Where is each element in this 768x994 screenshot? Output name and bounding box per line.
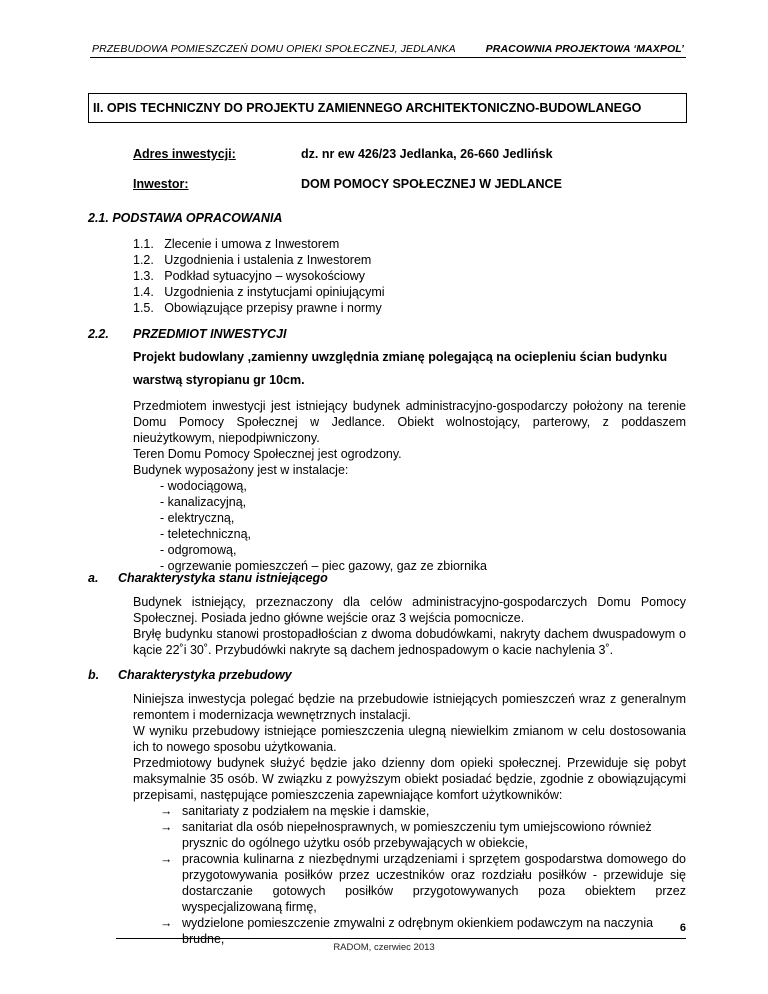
existing-state-paragraph: Budynek istniejący, przeznaczony dla celów administracyjno-gospodarczych Domu Pomocy Społecznej. Posiada jedno główne wejście oraz 3 wejścia pomocnicze. (133, 595, 686, 625)
list-item: - odgromową, (160, 543, 237, 557)
reconstruction-paragraph-2: W wyniku przebudowy istniejące pomieszczenia ulegną niewielkim zmianom w celu dostosowania ich to nowego sposobu użytkowania. (133, 724, 686, 754)
list-item: → pracownia kulinarna z niezbędnymi urządzeniami i sprzętem gospodarstwa domowego do przygotowywania posiłków przez uczestników oraz rozdziału posiłków - przewiduje się dostarczanie gotowych posiłków przygotowywanych poza obiektem przez wyspecjalizowaną firmę, (160, 852, 686, 914)
list-item: - kanalizacyjną, (160, 495, 247, 509)
reconstruction-paragraph-1: Niniejsza inwestycja polegać będzie na przebudowie istniejących pomieszczeń wraz z generalnym remontem i modernizacja wewnętrznych instalacji. (133, 692, 686, 722)
section-b-title: Charakterystyka przebudowy (118, 668, 292, 682)
document-title-box (88, 93, 687, 123)
document-title: II. OPIS TECHNICZNY DO PROJEKTU ZAMIENNEGO ARCHITEKTONICZNO-BUDOWLANEGO (93, 101, 642, 115)
section-2-2-title: PRZEDMIOT INWESTYCJI (133, 327, 287, 341)
list-item: → sanitariaty z podziałem na męskie i damskie, (160, 804, 430, 818)
investor-value: DOM POMOCY SPOŁECZNEJ W JEDLANCE (301, 177, 562, 191)
basis-list (133, 236, 385, 316)
address-value: dz. nr ew 426/23 Jedlanka, 26-660 Jedlińsk (301, 147, 553, 161)
footer-divider (116, 938, 686, 939)
list-item: - ogrzewanie pomieszczeń – piec gazowy, gaz ze zbiornika (160, 559, 488, 573)
arrow-icon: → (160, 804, 173, 818)
header-divider (90, 57, 686, 58)
list-item: 1.1. Zlecenie i umowa z Inwestorem (133, 237, 340, 251)
header-company-name: PRACOWNIA PROJEKTOWA ‘MAXPOL’ (485, 43, 684, 55)
list-item: → wydzielone pomieszczenie zmywalni z odrębnym okienkiem podawczym na naczynia brudne, (160, 916, 654, 946)
list-item: 1.5. Obowiązujące przepisy prawne i normy (133, 301, 382, 315)
building-shape-paragraph: Bryłę budynku stanowi prostopadłościan z dwoma dobudówkami, nakryty dachem dwuspadowym o kącie 22˚i 30˚. Przybudówki nakryte są dachem jednospadowym o kacie nachylenia 3˚. (133, 627, 686, 657)
section-a-letter: a. (88, 571, 99, 585)
installations-intro: Budynek wyposażony jest w instalacje: (133, 463, 349, 477)
rooms-list (160, 803, 686, 947)
investor-label: Inwestor: (133, 177, 189, 191)
list-item: - elektryczną, (160, 511, 235, 525)
footer-place-date: RADOM, czerwiec 2013 (333, 942, 435, 953)
address-label: Adres inwestycji: (133, 147, 236, 161)
list-item: → sanitariat dla osób niepełnosprawnych, w pomieszczeniu tym umiejscowiono również prysznic do ogólnego użytku osób przebywających w obiekcie, (160, 820, 652, 850)
reconstruction-paragraph-3: Przedmiotowy budynek służyć będzie jako dzienny dom opieki społecznej. Przewiduje się pobyt maksymalnie 35 osób. W związku z powyższym obiekt posiadać będzie, zgodnie z obowiązującymi przepisami, następujące pomieszczenia zapewniające komfort użytkowników: (133, 756, 686, 802)
installations-list (160, 478, 487, 574)
project-change-line-2: warstwą styropianu gr 10cm. (133, 373, 305, 387)
list-item: 1.4. Uzgodnienia z instytucjami opiniującymi (133, 285, 385, 299)
list-item: 1.3. Podkład sytuacyjno – wysokościowy (133, 269, 366, 283)
section-2-2-number: 2.2. (88, 327, 109, 341)
arrow-icon: → (160, 820, 173, 834)
list-item: 1.2. Uzgodnienia i ustalenia z Inwestorem (133, 253, 372, 267)
list-item: - teletechniczną, (160, 527, 252, 541)
page-number: 6 (679, 922, 686, 934)
investment-description: Przedmiotem inwestycji jest istniejący budynek administracyjno-gospodarczy położony na terenie Domu Pomocy Społecznej w Jedlance. Obiekt wolnostojący, parterowy, z poddaszem nieużytkowym, niepodpiwniczony. (133, 399, 686, 445)
fence-note: Teren Domu Pomocy Społecznej jest ogrodzony. (133, 447, 402, 461)
section-b-letter: b. (88, 668, 100, 682)
project-change-line-1: Projekt budowlany ,zamienny uwzględnia zmianę polegającą na ociepleniu ścian budynku (133, 350, 668, 364)
arrow-icon: → (160, 852, 173, 866)
header-project-title: PRZEBUDOWA POMIESZCZEŃ DOMU OPIEKI SPOŁECZNEJ, JEDLANKA (92, 43, 456, 55)
section-a-title: Charakterystyka stanu istniejącego (118, 571, 328, 585)
list-item: - wodociągową, (160, 479, 247, 493)
section-2-1-title: 2.1. PODSTAWA OPRACOWANIA (88, 211, 283, 225)
arrow-icon: → (160, 916, 173, 930)
